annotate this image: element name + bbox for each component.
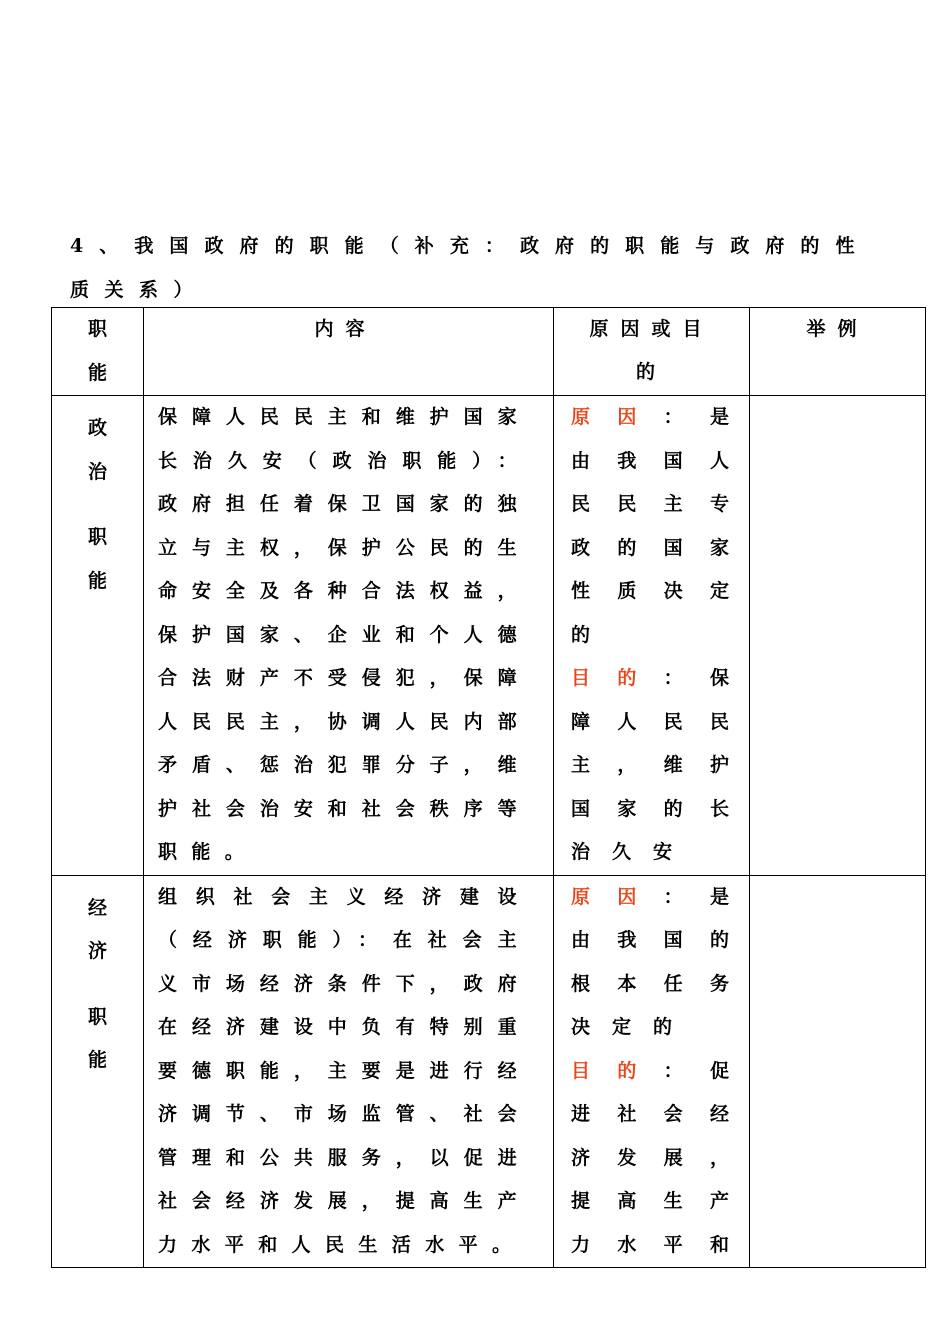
- reason-line: [571, 963, 729, 1007]
- reason-line: [571, 1093, 729, 1137]
- content-cell: [144, 875, 554, 1268]
- reason-char: ：: [663, 885, 683, 908]
- category-cell: [52, 396, 144, 876]
- reason-char: 是: [709, 406, 729, 428]
- header-reason-purpose-line-2: 的: [635, 361, 667, 383]
- header-function: [52, 308, 144, 396]
- reason-char: 保: [709, 667, 729, 689]
- category-char: 政: [87, 417, 107, 439]
- reason-char: 发: [617, 1146, 637, 1169]
- category-cell: [52, 875, 144, 1268]
- reason-char: 社: [617, 1103, 637, 1125]
- reason-char: 决: [663, 580, 683, 602]
- reason-char: 专: [709, 493, 729, 515]
- reason-purpose-cell: [554, 875, 750, 1268]
- reason-char: 经: [709, 1103, 729, 1125]
- reason-char: 平: [663, 1233, 683, 1256]
- reason-label-char: 的: [617, 1059, 637, 1082]
- reason-label-char: 的: [617, 667, 637, 689]
- example-cell: [750, 875, 926, 1268]
- reason-line: [571, 744, 729, 788]
- reason-char: 治: [571, 841, 591, 863]
- reason-line: [571, 1137, 729, 1181]
- government-functions-table: [51, 307, 926, 1268]
- reason-char: ，: [617, 754, 637, 776]
- reason-char: 人: [709, 449, 729, 472]
- reason-line: [571, 876, 729, 920]
- category-char: 职: [87, 526, 107, 548]
- reason-line: [571, 657, 729, 701]
- reason-char: 决: [571, 1016, 591, 1038]
- reason-line: [571, 831, 729, 875]
- reason-line: [571, 1050, 729, 1094]
- reason-char: 高: [617, 1190, 637, 1212]
- reason-char: 民: [571, 493, 591, 515]
- table-header-row: [52, 308, 926, 396]
- reason-char: 家: [617, 797, 637, 820]
- reason-char: 务: [709, 972, 729, 995]
- category-char: 职: [87, 1005, 107, 1028]
- category-char: 能: [87, 569, 107, 592]
- reason-char: 根: [571, 972, 591, 995]
- reason-char: 济: [571, 1146, 591, 1169]
- example-cell: [750, 396, 926, 876]
- reason-line: [571, 483, 729, 527]
- reason-char: 人: [617, 710, 637, 733]
- reason-char: 水: [617, 1233, 637, 1256]
- reason-char: 的: [709, 929, 729, 951]
- reason-char: 主: [571, 754, 591, 776]
- reason-char: 我: [617, 449, 637, 472]
- reason-char: 长: [709, 797, 729, 820]
- reason-char: 的: [571, 623, 591, 646]
- reason-char: 质: [617, 580, 637, 602]
- reason-char: 提: [571, 1190, 591, 1212]
- reason-char: 国: [571, 797, 591, 820]
- table-row: [52, 875, 926, 1268]
- header-example: 举例: [750, 308, 926, 396]
- reason-char: 的: [617, 536, 637, 559]
- reason-line: [571, 614, 729, 658]
- reason-line: [571, 1006, 729, 1050]
- reason-char: 本: [617, 972, 637, 995]
- reason-char: 定: [612, 1016, 632, 1038]
- reason-char: 家: [709, 536, 729, 559]
- reason-char: 国: [663, 929, 683, 951]
- reason-char: 障: [571, 710, 591, 733]
- table-row: [52, 396, 926, 876]
- content-text: 组织社会主义经济建设（经济职能）：在社会主义市场经济条件下，政府在经济建设中负有特别重要德职能，主要是进行经济调节、市场监管、社会管理和公共服务，以促进社会经济发展，提高生产力水平和人民生活水平。: [158, 885, 531, 1256]
- reason-char: 我: [617, 929, 637, 951]
- reason-line: [571, 701, 729, 745]
- reason-label-char: 原: [571, 885, 591, 908]
- reason-char: 生: [663, 1190, 683, 1212]
- reason-char: 维: [663, 754, 683, 776]
- reason-char: 是: [709, 885, 729, 908]
- reason-label-char: 目: [571, 1059, 591, 1082]
- category-char: 经: [87, 896, 107, 919]
- reason-char: ，: [709, 1146, 729, 1169]
- reason-line: [571, 527, 729, 571]
- reason-line: [571, 919, 729, 963]
- reason-char: 促: [709, 1059, 729, 1082]
- reason-line: [571, 396, 729, 440]
- category-char: 能: [87, 1049, 107, 1071]
- reason-label-char: 目: [571, 667, 591, 689]
- reason-char: 由: [571, 449, 591, 472]
- reason-char: 安: [653, 841, 673, 863]
- reason-line: [571, 440, 729, 484]
- reason-char: 任: [663, 972, 683, 995]
- category-char: 治: [87, 460, 107, 483]
- reason-char: 展: [663, 1146, 683, 1169]
- content-text: 保障人民民主和维护国家长治久安（政治职能）：政府担任着保卫国家的独立与主权，保护公民的生命安全及各种合法权益，保护国家、企业和个人德合法财产不受侵犯，保障人民民主，协调人民内部矛盾、惩治犯罪分子，维护社会治安和社会秩序等职能。: [158, 406, 531, 863]
- reason-char: 进: [571, 1103, 591, 1125]
- reason-char: 国: [663, 536, 683, 559]
- reason-label-char: 因: [617, 406, 637, 428]
- reason-char: 由: [571, 929, 591, 951]
- reason-label-char: 原: [571, 406, 591, 428]
- reason-char: ：: [663, 406, 683, 428]
- reason-char: 性: [571, 580, 591, 602]
- reason-line: [571, 1180, 729, 1224]
- reason-char: 民: [663, 710, 683, 733]
- category-char: 济: [87, 940, 107, 962]
- content-cell: [144, 396, 554, 876]
- header-function-char-1: 职: [87, 318, 107, 340]
- reason-char: 产: [709, 1190, 729, 1212]
- reason-char: 主: [663, 493, 683, 515]
- reason-char: 的: [653, 1016, 673, 1038]
- reason-line: [571, 788, 729, 832]
- header-reason-purpose: [554, 308, 750, 396]
- reason-label-char: 因: [617, 885, 637, 908]
- reason-char: 民: [709, 710, 729, 733]
- reason-char: ：: [663, 667, 683, 689]
- reason-purpose-cell: [554, 396, 750, 876]
- reason-char: 和: [709, 1233, 729, 1256]
- reason-char: 民: [617, 493, 637, 515]
- reason-char: 定: [709, 580, 729, 602]
- reason-char: 政: [571, 536, 591, 559]
- header-content: 内容: [144, 308, 554, 396]
- header-reason-purpose-line-1: 原因或目: [589, 318, 714, 340]
- reason-char: 的: [663, 797, 683, 820]
- reason-line: [571, 570, 729, 614]
- reason-line: [571, 1224, 729, 1268]
- reason-char: 护: [709, 754, 729, 776]
- reason-char: 力: [571, 1233, 591, 1256]
- header-function-char-2: 能: [87, 361, 107, 384]
- reason-char: ：: [663, 1059, 683, 1082]
- reason-char: 久: [612, 841, 632, 863]
- section-heading: 4、我国政府的职能（补充：政府的职能与政府的性质关系）: [70, 235, 870, 301]
- reason-char: 国: [663, 449, 683, 472]
- reason-char: 会: [663, 1103, 683, 1125]
